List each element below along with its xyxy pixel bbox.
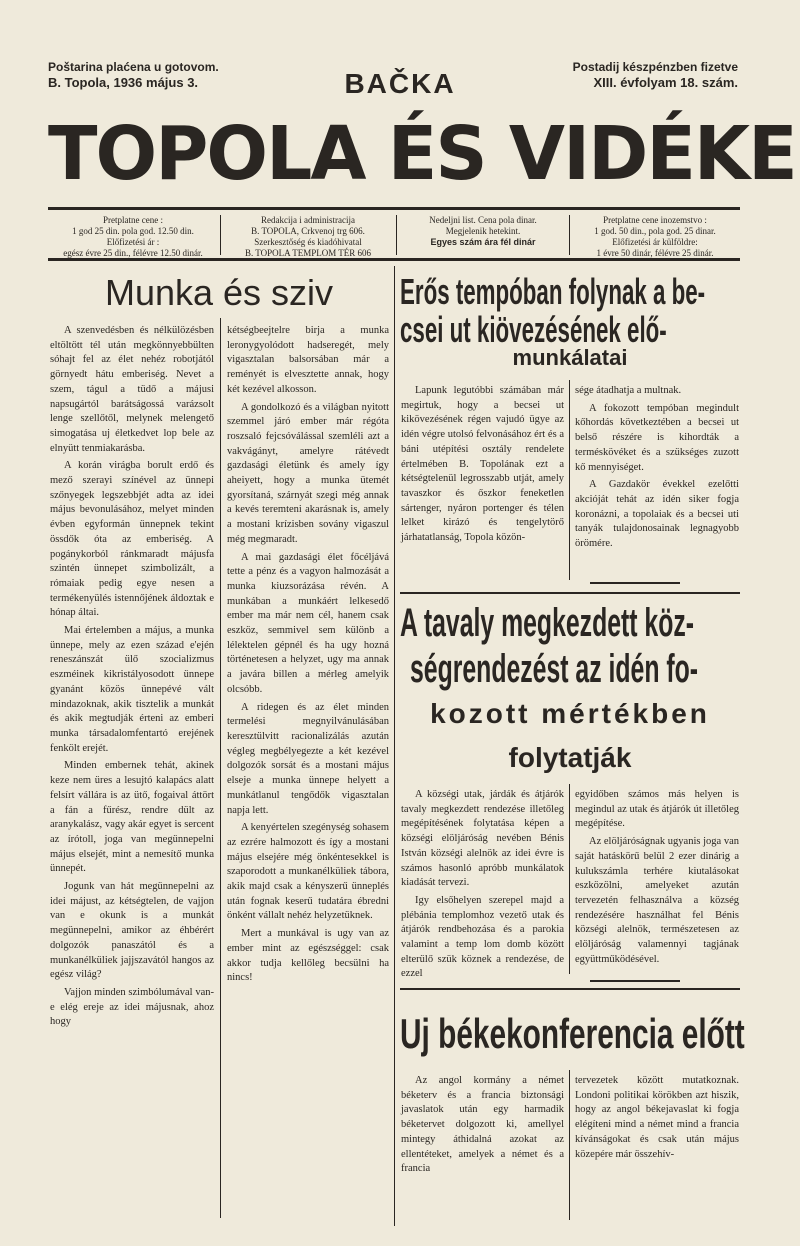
article-becsei-col1 [401, 384, 564, 584]
editorial-box [222, 215, 394, 259]
article-kozseg-title-line1: A tavaly megkezdett köz- [400, 601, 695, 645]
weekly-box [398, 215, 568, 248]
subscription-local-box [48, 215, 218, 259]
info-divider [396, 215, 397, 255]
paragraph: Az elöljáróságnak ugyanis joga van saját hatáskörű belül 2 ezer dinárig a kulukszámla terhére kiutalásokat eszközölni, amelyeket azután tervezetén felhasználva a község rendezésére használhat fel Bénis községi alelnök, természetesen az elöljáróság valamennyi tagjának együttműködésével. [575, 836, 739, 965]
info-line: Szerkesztőség és kiadóhivatal [254, 237, 362, 247]
paragraph: kétségbeejtelre birja a munka leronygyolódott hadseregét, mely vigasztalan balsorsában már a reményét is elvesztette annak, hogy két kezével alkosson. [227, 325, 389, 395]
paragraph: Mai értelemben a május, a munka ünnepe, mely az ezen század e'ején reneszánszát ülő szocializmus eszméinek kikristályosodott ünnepe gyanánt közös ünnepévé vált mindazoknak, akik tisztelik a munkát és akik megtudják érteni az emberi munka társadalomfentartó erejének fenkölt erejét. [50, 625, 214, 754]
paragraph: A korán virágba borult erdő és mező szerayi színével az ünnepi szőnyegek legszebbjét adta az idei május bevonulásához, melyet minden évben egyformán ünnepnek tekint össdők óta az emberiség. A pogánykorból ránkmaradt májusfa szintén ünnepet szimbolizált, a rómaiak pedig egye nesen a termékenyülés istennőjének áldoztak e hónap áltai. [50, 460, 214, 619]
paragraph: Minden embernek tehát, akinek keze nem üres a lesujtó kalapács alatt felsírt vállára is az ütő, fogaival áttört a fán a fűrész, rendre dült az aranykalász, vagy akár egyet is sercent az írótoll, joga van megünnepelni május elsejét, mint a nemesítő munka ünnepét. [50, 760, 214, 875]
paragraph: egyidőben számos más helyen is megindul az utak és átjárók út illetőleg megépítése. [575, 789, 739, 830]
masthead-rule [48, 207, 740, 210]
paragraph: Jogunk van hát megünnepelni az idei májust, az kétségtelen, de vajjon van e okunk is a munkát megünnepelni, amikor az éhbérért dolgozók panaszától és a munkanélküliek jajjszavától hangos az egész világ? [50, 881, 214, 981]
info-line: B. TOPOLA TEMPLOM TÉR 606 [244, 248, 372, 258]
article-bekekonferencia-col1 [401, 1074, 564, 1224]
paragraph: Mert a munkával is ugy van az ember mint az egészséggel: csak akkor tudja kellőleg becsülni ha nincs! [227, 928, 389, 984]
column-divider [569, 784, 570, 974]
article-becsei-title-line1: Erős tempóban folynak a be- [400, 271, 706, 312]
info-band [48, 215, 740, 258]
article-becsei-title-line2: csei ut kiövezésének elő- [400, 309, 667, 350]
paragraph: tervezetek között mutatkoznak. Londoni politikai körökben azt hiszik, hogy az angol békejavaslat ki fogja elégíteni mind a német mind a francia kívánságokat és csak után május közepére már összehív- [575, 1075, 739, 1160]
info-line: Nedeljni list. Cena pola dinar. [429, 215, 537, 225]
article-kozseg-title-line2: ségrendezést az idén fo- [410, 647, 699, 691]
paragraph: A kenyértelen szegénység sohasem az ezrére halmozott és így a mostani május elsejére még önkéntesekkel is szaporodott a munkanélküliek tábora, akik majd csak a kényszerű ünneplés után fognak keserű tudatára ébredni önként vállalt nehéz helyzetüknek. [227, 822, 389, 922]
info-line: B. TOPOLA, Crkvenoj trg 606. [251, 226, 365, 236]
info-line: Megjelenik hetekint. [445, 226, 521, 236]
section-rule [400, 988, 740, 990]
paragraph: A Gazdakör évekkel ezelőtti akcióját tehát az idén siker fogja koronázni, a topolaiak és a becsei uti tanyák tulajdonosainak legnagyobb örömére. [575, 479, 739, 550]
article-becsei-title-line3: munkálatai [512, 345, 628, 370]
article-munka-title: Munka és sziv [104, 272, 334, 313]
paragraph: Lapunk legutóbbi számában már megirtuk, hogy a becsei ut kikövezésének régen vajudó ügye az idén végre utolsó felvonásához ért és a báni utépítési osztály rendelete értelmében B. Topolának ezt a kétségtelenül legrosszabb utját, amely tavaszkor és őszkor feneketlen sártenger, nyáron portenger és télen lelket kirázó és tengelytörő járhatatlanság, Topola közön- [401, 385, 564, 544]
article-kozseg-col2 [575, 788, 739, 978]
subscription-foreign-box [570, 215, 740, 259]
paragraph: sége átadhatja a multnak. [575, 385, 682, 396]
article-munka-col2 [227, 324, 389, 1224]
article-bekekonferencia-title: Uj békekonferencia előtt [400, 1010, 745, 1057]
article-munka-col1 [50, 324, 214, 1224]
paragraph: A fokozott tempóban megindult kőhordás következtében a becsei ut belső részére is kihordták a terméskövéket és a szükséges zuzott kő mennyiséget. [575, 402, 739, 473]
info-line: Pretplatne cene inozemstvo : [603, 215, 707, 225]
info-divider [220, 215, 221, 255]
info-line: 1 god 25 din. pola god. 12.50 din. [72, 226, 194, 236]
column-divider [569, 380, 570, 580]
section-divider [394, 266, 395, 1226]
paragraph: Az angol kormány a német béketerv és a francia biztonsági javaslatok után egy harmadik béketervet dolgozott ki, amellyel mintegy áthidalná azokat az ellentéteket, amelyek a német és a francia [401, 1075, 564, 1175]
paragraph: A gondolkozó és a világban nyitott szemmel járó ember már régóta roszsaló fejcsóválással szemléli azt a vakvágányt, amelyre rátévedt gazdasági életünk és amely így aheiyett, hogy a munka ütemét gyorsítaná, szárnyát szegi még annak a kevés teremteni akarásnak is, amely a mostani krízisben sovány vigaszul még megmaradt. [227, 401, 389, 545]
volume-issue-number: XIII. évfolyam 18. szám. [593, 75, 738, 90]
info-line: 1 god. 50 din., pola god. 25 dinar. [594, 226, 716, 236]
article-becsei-col2 [575, 384, 739, 584]
info-line: Előfizetési ár külföldre: [612, 237, 698, 247]
article-bekekonferencia-col2 [575, 1074, 739, 1224]
info-line: Előfizetési ár : [106, 237, 160, 247]
info-line: egész évre 25 din., félévre 12.50 dinár. [63, 248, 203, 258]
article-kozseg-col1 [401, 788, 564, 978]
article-end-rule [590, 980, 680, 982]
column-divider [220, 318, 221, 1218]
info-band-rule [48, 258, 740, 261]
article-kozseg-title-line4: folytatják [508, 742, 632, 773]
paragraph: A szenvedésben és nélkülözésben eltöltött tél után megkönnyebbülten sóhajt fel az élet nehéz robotjától görnyedt hátu emberiség. Nevet a szem, tágul a tüdő a májusi napsugártól barátságossá varázsolt lenge szellőtől, melynek melengető simogatása uj életkedvet lop bele az elnyütt tenmiakarásba. [50, 325, 214, 454]
section-rule [400, 592, 740, 594]
article-kozseg-title-line3: kozott mértékben [430, 698, 710, 729]
paragraph: Igy elsőhelyen szerepel majd a plébánia templomhoz vezető utak és átjárók rendbehozása és a parokia valamint a temp lom domb között elterülő szük köznek a rendezése, de ezzel [401, 894, 564, 980]
info-line: Redakcija i administracija [261, 215, 355, 225]
info-line: Pretplatne cene : [103, 215, 163, 225]
postage-paid-line: Poštarina plaćena u gotovom. [48, 60, 219, 74]
newspaper-masthead: TOPOLA ÉS VIDÉKE [48, 111, 796, 197]
paragraph: Vajjon minden szimbólumával van-e elég ereje az idei májusnak, ahoz hogy [50, 986, 214, 1028]
paragraph: A községi utak, járdák és átjárók tavaly megkezdett rendezése illetőleg megépítésének folytatása képen a községi elöljáróság nevében Bénis István községi alelnök az idei évre is számos hasonló apróbb munkálatok kiadását tervezi. [401, 789, 564, 889]
paragraph: A ridegen és az élet minden termelési megnyilvánulásában keresztülvitt racionalizálás azután végleg megbélyegezte a két kezével dolgozók sorsát és a mostani május elseje a munka ünnepe helyett a munkátlanul tengődők vigasztalan napja lett. [227, 701, 389, 816]
single-copy-price: Egyes szám ára fél dinár [430, 237, 536, 247]
article-end-rule [590, 582, 680, 584]
column-divider [569, 1070, 570, 1220]
paragraph: A mai gazdasági élet főcéljává tette a pénz és a vagyon halmozását a munka kiuzsorázása révén. A munkában a munkáért lelkesedő ember ma már nem cél, hanem csak eszköz, semmivel sem különb a lélektelen gépnél és ha ugy hozná történetesen a helyzet, ugy ma annak a javára billen a mérleg amelyik olcsóbb. [227, 551, 389, 695]
issue-place-date: B. Topola, 1936 május 3. [48, 75, 199, 90]
postage-cash-line: Postadij készpénzben fizetve [572, 60, 738, 74]
info-line: 1 évre 50 dinár, félévre 25 dinár. [596, 248, 714, 258]
region-kicker: BAČKA [344, 68, 456, 99]
